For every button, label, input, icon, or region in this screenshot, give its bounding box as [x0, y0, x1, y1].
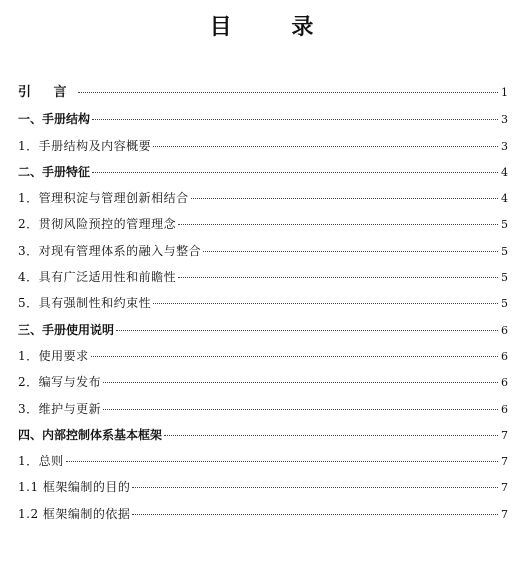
toc-page-number: 5	[501, 244, 508, 258]
toc-entry-label: 3．对现有管理体系的融入与整合	[18, 243, 202, 258]
toc-chapter-entry[interactable]	[18, 159, 508, 185]
toc-section-entry[interactable]	[18, 369, 508, 395]
toc-page-number: 6	[501, 323, 508, 337]
toc-entry-label: 5．具有强制性和约束性	[18, 296, 152, 311]
toc-page-number: 5	[501, 297, 508, 311]
toc-dot-leader	[178, 277, 498, 278]
toc-dot-leader	[178, 224, 498, 225]
toc-dot-leader	[78, 92, 498, 93]
toc-entry-label: 1．手册结构及内容概要	[18, 138, 152, 153]
toc-page-number: 6	[501, 376, 508, 390]
toc-page-number: 3	[501, 139, 508, 153]
page-title: 目 录	[209, 15, 340, 40]
toc-page-number: 3	[501, 113, 508, 127]
toc-entry-label: 二、手册特征	[18, 164, 91, 179]
toc-section-entry[interactable]	[18, 501, 508, 527]
toc-section-entry[interactable]	[18, 238, 508, 264]
toc-dot-leader	[132, 514, 498, 515]
toc-chapter-entry[interactable]	[18, 422, 508, 448]
toc-dot-leader	[132, 487, 498, 488]
toc-section-entry[interactable]	[18, 211, 508, 237]
table-of-contents	[18, 80, 508, 527]
toc-chapter-entry[interactable]	[18, 106, 508, 132]
toc-page-number: 6	[501, 402, 508, 416]
toc-page-number: 7	[501, 455, 508, 469]
toc-entry-label: 1.2 框架编制的依据	[18, 506, 131, 521]
toc-page-number: 7	[501, 481, 508, 495]
toc-entry-label: 三、手册使用说明	[18, 322, 115, 337]
toc-entry-label: 3．维护与更新	[18, 401, 102, 416]
toc-dot-leader	[103, 382, 498, 383]
toc-page-number: 7	[501, 507, 508, 521]
toc-entry-label: 四、内部控制体系基本框架	[18, 427, 163, 442]
toc-dot-leader	[92, 172, 498, 173]
toc-section-entry[interactable]	[18, 264, 508, 290]
toc-section-entry[interactable]	[18, 133, 508, 159]
toc-dot-leader	[116, 330, 498, 331]
toc-section-entry[interactable]	[18, 474, 508, 500]
toc-entry-label: 引 言	[18, 85, 76, 100]
toc-dot-leader	[164, 435, 498, 436]
toc-section-entry[interactable]	[18, 396, 508, 422]
toc-dot-leader	[153, 303, 498, 304]
toc-dot-leader	[203, 251, 498, 252]
toc-entry-label: 2．编写与发布	[18, 375, 102, 390]
toc-section-entry[interactable]	[18, 448, 508, 474]
toc-entry-label: 1．总则	[18, 454, 64, 469]
toc-page-number: 6	[501, 349, 508, 363]
toc-entry-label: 1．使用要求	[18, 348, 89, 363]
toc-entry-label: 4．具有广泛适用性和前瞻性	[18, 270, 177, 285]
toc-page-number: 5	[501, 218, 508, 232]
toc-dot-leader	[66, 461, 498, 462]
toc-dot-leader	[191, 198, 498, 199]
toc-entry-label: 1.1 框架编制的目的	[18, 480, 131, 495]
toc-entry-label: 一、手册结构	[18, 112, 91, 127]
toc-chapter-entry[interactable]	[18, 80, 508, 106]
toc-section-entry[interactable]	[18, 343, 508, 369]
toc-page-number: 5	[501, 271, 508, 285]
toc-page-number: 7	[501, 428, 508, 442]
toc-page-number: 1	[501, 86, 508, 99]
toc-entry-label: 2．贯彻风险预控的管理理念	[18, 217, 177, 232]
toc-chapter-entry[interactable]	[18, 317, 508, 343]
toc-section-entry[interactable]	[18, 185, 508, 211]
toc-dot-leader	[92, 119, 498, 120]
toc-dot-leader	[153, 146, 498, 147]
toc-page-number: 4	[501, 192, 508, 206]
toc-dot-leader	[91, 356, 498, 357]
toc-section-entry[interactable]	[18, 290, 508, 316]
toc-dot-leader	[103, 409, 498, 410]
toc-page-number: 4	[501, 165, 508, 179]
toc-entry-label: 1．管理积淀与管理创新相结合	[18, 191, 189, 206]
